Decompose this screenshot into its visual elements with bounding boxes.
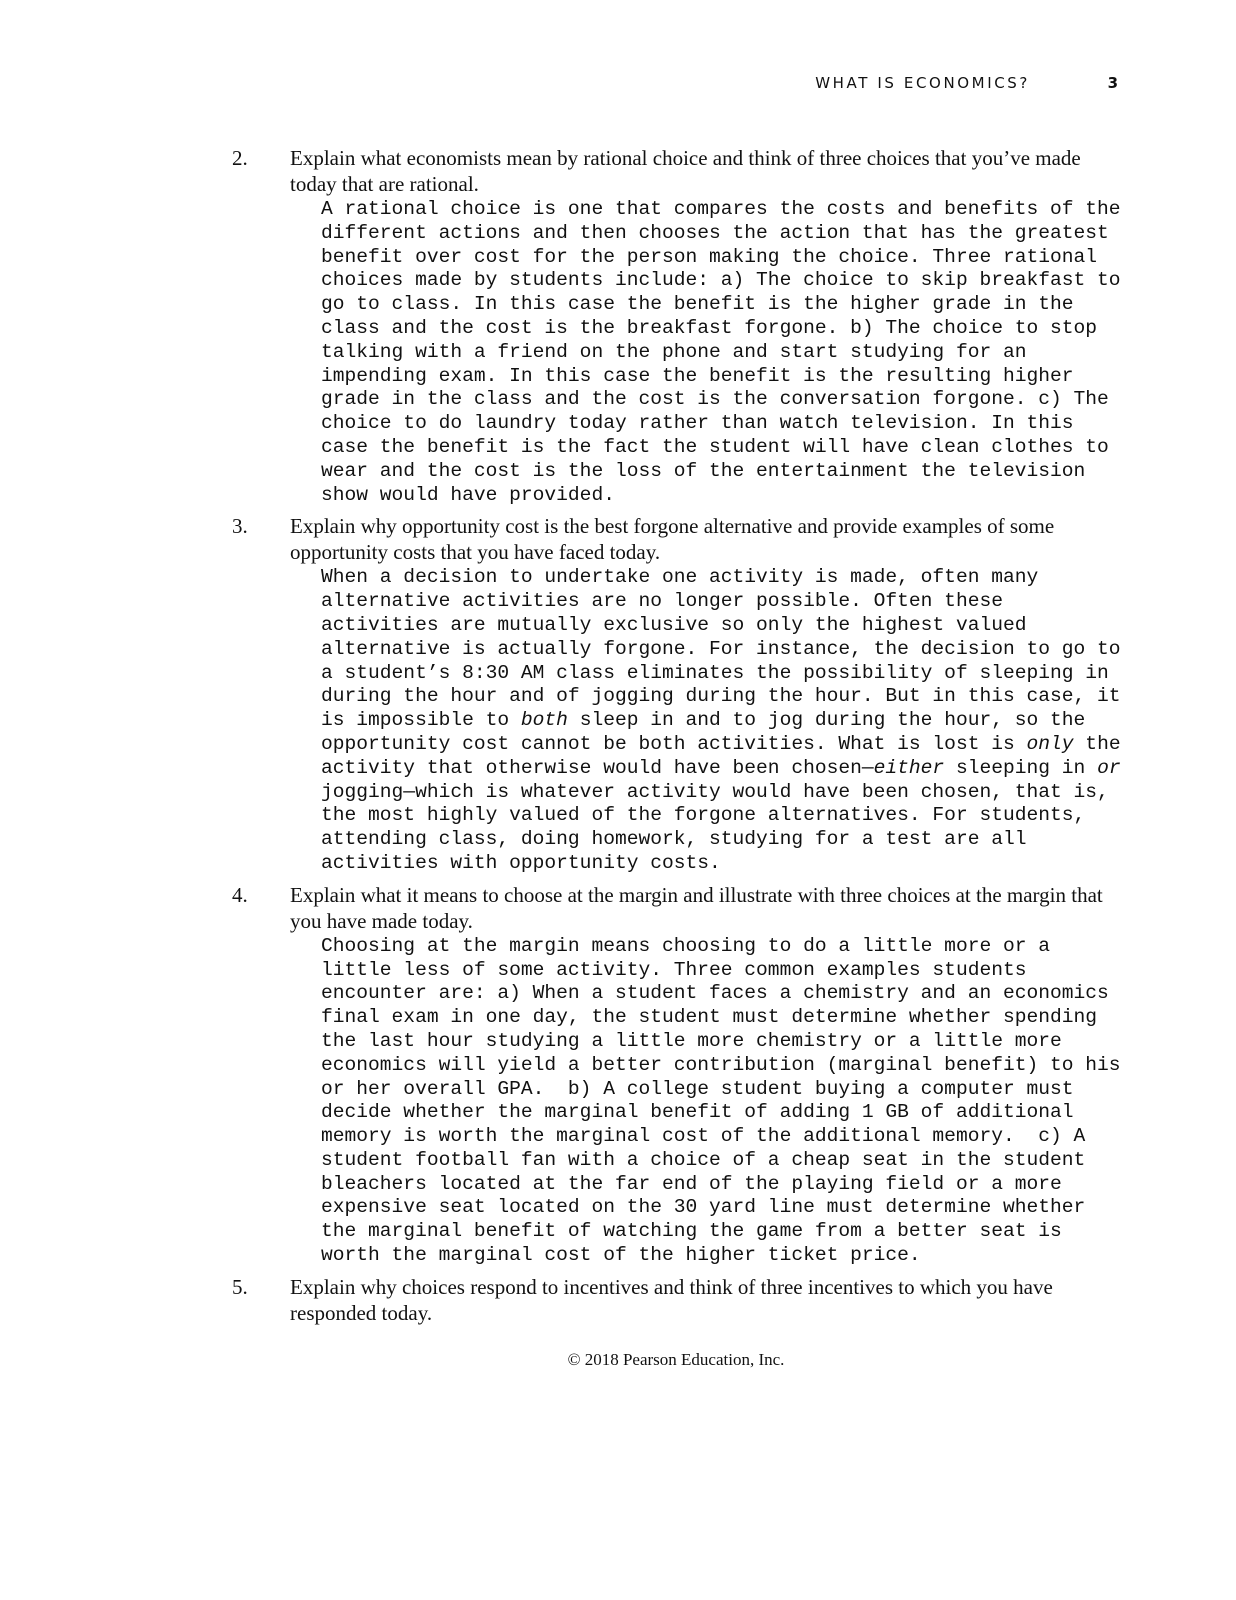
answer-line: jogging—which is whatever activity would have been chosen, that is, (321, 780, 1109, 803)
answer-line: bleachers located at the far end of the playing field or a more (321, 1172, 1062, 1195)
question-line: Explain why opportunity cost is the best forgone alternative and provide examples of some (290, 514, 1055, 539)
question-item (232, 1274, 1142, 1326)
answer-line: impending exam. In this case the benefit is the resulting higher (321, 364, 1074, 387)
answer-line: attending class, doing homework, studying for a test are all (321, 828, 1027, 851)
answer-line: memory is worth the marginal cost of the additional memory. c) A (321, 1125, 1086, 1148)
answer-line: talking with a friend on the phone and start studying for an (321, 340, 1027, 363)
answer-line: expensive seat located on the 30 yard line must determine whether (321, 1196, 1086, 1219)
question-line: Explain why choices respond to incentives and think of three incentives to which you have (290, 1274, 1053, 1299)
running-title: WHAT IS ECONOMICS? (815, 74, 1030, 92)
question-number: 3. (232, 514, 248, 539)
question-text (290, 145, 1142, 197)
answer-line: is impossible to both sleep in and to jog during the hour, so the (321, 709, 1086, 732)
question-item (232, 513, 1142, 875)
answer-line: student football fan with a choice of a cheap seat in the student (321, 1148, 1086, 1171)
question-line: opportunity costs that you have faced today. (290, 540, 661, 565)
answer-line: show would have provided. (321, 483, 615, 506)
question-list (232, 145, 1142, 1332)
question-number: 4. (232, 882, 248, 907)
answer-line: or her overall GPA. b) A college student buying a computer must (321, 1077, 1074, 1100)
answer-line: grade in the class and the cost is the conversation forgone. c) The (321, 388, 1109, 411)
answer-line: a student’s 8:30 AM class eliminates the possibility of sleeping in (321, 661, 1109, 684)
answer-line: different actions and then chooses the action that has the greatest (321, 221, 1109, 244)
answer-line: economics will yield a better contribution (marginal benefit) to his (321, 1053, 1121, 1076)
question-item (232, 882, 1142, 1268)
answer-line: activities with opportunity costs. (321, 851, 721, 874)
question-line: Explain what it means to choose at the margin and illustrate with three choices at the margin that (290, 882, 1103, 907)
answer-text (321, 935, 1142, 1268)
answer-line: worth the marginal cost of the higher ticket price. (321, 1244, 921, 1267)
question-line: Explain what economists mean by rational choice and think of three choices that you’ve made (290, 146, 1081, 170)
answer-line: encounter are: a) When a student faces a chemistry and an economics (321, 982, 1109, 1005)
answer-text (321, 566, 1142, 875)
answer-text (321, 198, 1142, 507)
answer-line: activities are mutually exclusive so only the highest valued (321, 613, 1027, 636)
answer-line: during the hour and of jogging during the hour. But in this case, it (321, 685, 1121, 708)
answer-line: class and the cost is the breakfast forgone. b) The choice to stop (321, 316, 1098, 339)
answer-line: the last hour studying a little more chemistry or a little more (321, 1029, 1062, 1052)
copyright-footer: © 2018 Pearson Education, Inc. (567, 1350, 785, 1369)
answer-line: alternative is actually forgone. For instance, the decision to go to (321, 637, 1121, 660)
question-line: you have made today. (290, 908, 473, 933)
answer-line: the marginal benefit of watching the game from a better seat is (321, 1220, 1062, 1243)
answer-line: go to class. In this case the benefit is the higher grade in the (321, 293, 1074, 316)
question-number: 5. (232, 1274, 248, 1299)
answer-line: choice to do laundry today rather than watch television. In this (321, 412, 1074, 435)
answer-line: Choosing at the margin means choosing to do a little more or a (321, 934, 1051, 957)
answer-line: activity that otherwise would have been chosen—either sleeping in or (321, 756, 1121, 779)
answer-line: case the benefit is the fact the student will have clean clothes to (321, 435, 1109, 458)
question-text (290, 513, 1142, 565)
question-number: 2. (232, 146, 248, 170)
answer-line: final exam in one day, the student must determine whether spending (321, 1006, 1098, 1029)
question-text (290, 1274, 1142, 1326)
question-line: responded today. (290, 1300, 433, 1325)
question-text (290, 882, 1142, 934)
answer-line: A rational choice is one that compares the costs and benefits of the (321, 198, 1121, 220)
answer-line: wear and the cost is the loss of the entertainment the television (321, 459, 1086, 482)
answer-line: choices made by students include: a) The choice to skip breakfast to (321, 269, 1121, 292)
question-line: today that are rational. (290, 172, 479, 196)
answer-line: the most highly valued of the forgone alternatives. For students, (321, 804, 1086, 827)
running-header (700, 74, 1120, 98)
question-item (232, 145, 1142, 507)
answer-line: opportunity cost cannot be both activities. What is lost is only the (321, 732, 1121, 755)
answer-line: alternative activities are no longer possible. Often these (321, 590, 1003, 613)
answer-line: benefit over cost for the person making the choice. Three rational (321, 245, 1098, 268)
page-number: 3 (1107, 74, 1118, 92)
answer-line: When a decision to undertake one activity is made, often many (321, 566, 1039, 589)
answer-line: little less of some activity. Three common examples students (321, 958, 1027, 981)
answer-line: decide whether the marginal benefit of adding 1 GB of additional (321, 1101, 1074, 1124)
